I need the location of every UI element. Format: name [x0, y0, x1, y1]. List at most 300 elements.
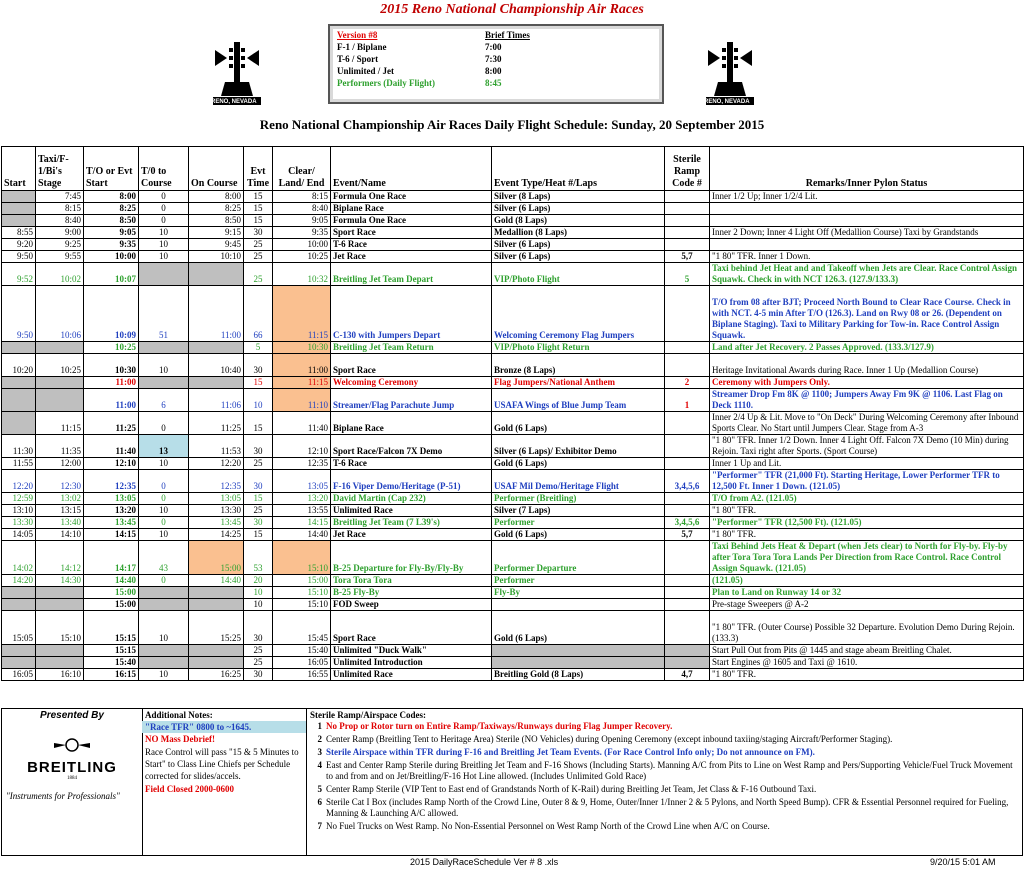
- brief-time: 8:00: [485, 66, 502, 76]
- cell-event-type: Performer Departure: [492, 541, 665, 575]
- cell-taxi: 8:40: [36, 215, 84, 227]
- cell-clear: 13:55: [273, 505, 331, 517]
- cell-to-course: 0: [139, 215, 189, 227]
- cell-clear: 15:45: [273, 611, 331, 645]
- cell-to-start: 10:09: [84, 286, 139, 342]
- cell-ramp-code: [665, 286, 710, 342]
- cell-taxi: 13:40: [36, 517, 84, 529]
- cell-evt-time: 30: [244, 669, 273, 681]
- cell-event-name: B-25 Fly-By: [331, 587, 492, 599]
- cell-taxi: 10:06: [36, 286, 84, 342]
- cell-to-start: 11:00: [84, 389, 139, 412]
- sterile-code-item: [307, 821, 1022, 832]
- cell-event-name: Unlimited Introduction: [331, 657, 492, 669]
- cell-ramp-code: [665, 191, 710, 203]
- cell-clear: 15:40: [273, 645, 331, 657]
- cell-clear: 15:00: [273, 575, 331, 587]
- cell-start: 15:05: [2, 611, 36, 645]
- breitling-wings-icon: [52, 737, 92, 759]
- table-header-row: [2, 147, 1024, 191]
- cell-evt-time: 66: [244, 286, 273, 342]
- cell-ramp-code: [665, 215, 710, 227]
- cell-on-course: 16:25: [189, 669, 244, 681]
- cell-on-course: 8:50: [189, 215, 244, 227]
- cell-to-course: [139, 599, 189, 611]
- cell-to-course: 10: [139, 354, 189, 377]
- cell-clear: 10:30: [273, 342, 331, 354]
- cell-to-course: [139, 263, 189, 286]
- sterile-code-text: Center Ramp (Breitling Tent to Heritage Area) Sterile (NO Vehicles) during Opening Ceremony (except inbound taxiing/staging Aircraft/Performer Staging).: [326, 734, 893, 744]
- cell-evt-time: 15: [244, 412, 273, 435]
- table-row: [2, 599, 1024, 611]
- flight-schedule-table: [1, 146, 1024, 681]
- cell-event-type: Silver (7 Laps): [492, 505, 665, 517]
- cell-taxi: 9:25: [36, 239, 84, 251]
- cell-to-start: 8:25: [84, 203, 139, 215]
- cell-event-name: F-16 Viper Demo/Heritage (P-51): [331, 470, 492, 493]
- cell-on-course: 14:40: [189, 575, 244, 587]
- cell-event-type: VIP/Photo Flight Return: [492, 342, 665, 354]
- cell-evt-time: 15: [244, 215, 273, 227]
- cell-ramp-code: [665, 657, 710, 669]
- table-row: [2, 611, 1024, 645]
- cell-taxi: [36, 599, 84, 611]
- reno-pylon-logo-left: [207, 38, 267, 108]
- cell-remarks: "1 80" TFR. Inner 1/2 Down. Inner 4 Light Off. Falcon 7X Demo (10 Min) during Rejoin. Taxi right after Sports. (Sport Course): [710, 435, 1024, 458]
- table-row: [2, 215, 1024, 227]
- schedule-subtitle: Reno National Championship Air Races Daily Flight Schedule: Sunday, 20 September 2015: [259, 117, 765, 132]
- cell-evt-time: 25: [244, 645, 273, 657]
- cell-on-course: 10:40: [189, 354, 244, 377]
- cell-start: 10:20: [2, 354, 36, 377]
- cell-evt-time: 25: [244, 239, 273, 251]
- table-row: [2, 239, 1024, 251]
- race-tfr-note: "Race TFR" 0800 to ~1645.: [142, 721, 306, 733]
- sterile-codes-title: Sterile Ramp/Airspace Codes:: [310, 710, 426, 720]
- cell-start: [2, 645, 36, 657]
- cell-taxi: 9:00: [36, 227, 84, 239]
- cell-ramp-code: [665, 493, 710, 505]
- cell-on-course: [189, 645, 244, 657]
- cell-event-type: Performer: [492, 575, 665, 587]
- cell-taxi: [36, 657, 84, 669]
- cell-event-name: Breitling Jet Team (7 L39's): [331, 517, 492, 529]
- cell-to-course: 0: [139, 575, 189, 587]
- table-row: [2, 645, 1024, 657]
- sterile-code-text: No Fuel Trucks on West Ramp. No Non-Essential Personnel on West Ramp North of the Crowd Line when A/C on Course.: [326, 821, 770, 831]
- brief-label: Unlimited / Jet: [337, 66, 394, 76]
- cell-start: 16:05: [2, 669, 36, 681]
- col-header-remarks: Remarks/Inner Pylon Status: [710, 147, 1024, 191]
- field-closed-note: Field Closed 2000-0600: [145, 784, 234, 794]
- col-header-on-course: On Course: [189, 147, 244, 191]
- cell-to-start: 11:25: [84, 412, 139, 435]
- table-row: [2, 517, 1024, 529]
- sterile-codes-section: [307, 709, 1022, 855]
- cell-ramp-code: [665, 458, 710, 470]
- cell-start: [2, 203, 36, 215]
- cell-clear: 8:40: [273, 203, 331, 215]
- cell-ramp-code: [665, 435, 710, 458]
- cell-to-start: 15:00: [84, 587, 139, 599]
- cell-remarks: T/O from 08 after BJT; Proceed North Bound to Clear Race Course. Check in with NCT. 4-5 min After T/O (126.3). Land on Rwy 08 or 26. (Dependent on Biplane Staging). Taxi to Military Parking for Tow-in. Race Control Assign Squawk.: [710, 286, 1024, 342]
- table-row: [2, 458, 1024, 470]
- cell-to-start: 14:40: [84, 575, 139, 587]
- cell-event-name: Formula One Race: [331, 215, 492, 227]
- cell-to-course: 0: [139, 517, 189, 529]
- cell-start: 13:10: [2, 505, 36, 517]
- cell-event-type: Gold (6 Laps): [492, 412, 665, 435]
- table-row: [2, 587, 1024, 599]
- cell-clear: 11:10: [273, 389, 331, 412]
- cell-evt-time: 15: [244, 493, 273, 505]
- cell-start: 9:20: [2, 239, 36, 251]
- cell-ramp-code: [665, 354, 710, 377]
- cell-to-start: 11:40: [84, 435, 139, 458]
- cell-to-course: [139, 587, 189, 599]
- cell-remarks: (121.05): [710, 575, 1024, 587]
- brief-label: Performers (Daily Flight): [337, 78, 435, 88]
- cell-evt-time: 30: [244, 611, 273, 645]
- table-row: [2, 251, 1024, 263]
- table-row: [2, 657, 1024, 669]
- cell-on-course: 9:45: [189, 239, 244, 251]
- cell-clear: 10:32: [273, 263, 331, 286]
- cell-clear: 8:15: [273, 191, 331, 203]
- cell-start: [2, 587, 36, 599]
- cell-ramp-code: [665, 611, 710, 645]
- cell-to-course: 10: [139, 227, 189, 239]
- cell-remarks: "Performer" TFR (12,500 Ft). (121.05): [710, 517, 1024, 529]
- cell-clear: 10:25: [273, 251, 331, 263]
- cell-clear: 14:15: [273, 517, 331, 529]
- cell-to-course: 10: [139, 458, 189, 470]
- cell-to-course: 0: [139, 191, 189, 203]
- cell-to-course: 0: [139, 493, 189, 505]
- cell-taxi: 14:12: [36, 541, 84, 575]
- cell-to-start: 13:05: [84, 493, 139, 505]
- cell-on-course: 8:25: [189, 203, 244, 215]
- cell-to-start: 10:07: [84, 263, 139, 286]
- cell-event-type: Silver (6 Laps)/ Exhibitor Demo: [492, 435, 665, 458]
- cell-evt-time: 15: [244, 203, 273, 215]
- table-row: [2, 354, 1024, 377]
- cell-evt-time: 30: [244, 227, 273, 239]
- cell-taxi: [36, 645, 84, 657]
- cell-evt-time: 25: [244, 251, 273, 263]
- cell-evt-time: 30: [244, 435, 273, 458]
- logo-caption-right: RENO, NEVADA: [704, 99, 750, 105]
- table-row: [2, 575, 1024, 587]
- cell-to-course: 10: [139, 505, 189, 517]
- no-debrief-note: NO Mass Debrief!: [145, 734, 215, 744]
- breitling-logo-text: BREITLING: [27, 759, 117, 776]
- cell-event-name: Unlimited Race: [331, 505, 492, 517]
- cell-event-type: Breitling Gold (8 Laps): [492, 669, 665, 681]
- cell-start: [2, 377, 36, 389]
- cell-start: 14:02: [2, 541, 36, 575]
- cell-to-start: 13:45: [84, 517, 139, 529]
- reno-pylon-logo-right: [700, 38, 760, 108]
- cell-event-name: Sport Race: [331, 611, 492, 645]
- cell-event-type: Welcoming Ceremony Flag Jumpers: [492, 286, 665, 342]
- table-row: [2, 669, 1024, 681]
- cell-evt-time: 25: [244, 657, 273, 669]
- cell-event-name: Breitling Jet Team Depart: [331, 263, 492, 286]
- cell-ramp-code: 3,4,5,6: [665, 470, 710, 493]
- col-header-evt-time: Evt Time: [244, 147, 273, 191]
- cell-on-course: 14:25: [189, 529, 244, 541]
- cell-event-name: Sport Race: [331, 354, 492, 377]
- cell-clear: 11:15: [273, 377, 331, 389]
- cell-event-name: Sport Race/Falcon 7X Demo: [331, 435, 492, 458]
- cell-to-start: 10:00: [84, 251, 139, 263]
- cell-start: 14:05: [2, 529, 36, 541]
- cell-start: 12:20: [2, 470, 36, 493]
- cell-event-name: Welcoming Ceremony: [331, 377, 492, 389]
- cell-to-start: 14:17: [84, 541, 139, 575]
- cell-remarks: Start Pull Out from Pits @ 1445 and stage abeam Breitling Chalet.: [710, 645, 1024, 657]
- cell-remarks: Streamer Drop Fm 8K @ 1100; Jumpers Away Fm 9K @ 1106. Last Flag on Deck 1110.: [710, 389, 1024, 412]
- sterile-code-item: [307, 784, 1022, 795]
- cell-event-type: Fly-By: [492, 587, 665, 599]
- cell-taxi: [36, 342, 84, 354]
- cell-to-start: 15:15: [84, 611, 139, 645]
- cell-to-course: 0: [139, 470, 189, 493]
- cell-on-course: [189, 377, 244, 389]
- cell-event-type: Performer (Breitling): [492, 493, 665, 505]
- table-row: [2, 227, 1024, 239]
- cell-on-course: 11:53: [189, 435, 244, 458]
- cell-to-course: 0: [139, 412, 189, 435]
- cell-start: [2, 412, 36, 435]
- cell-start: [2, 599, 36, 611]
- cell-remarks: Taxi Behind Jets Heat & Depart (when Jets clear) to North for Fly-by. Fly-by after Tora Tora Tora Lands Per Direction from Race Control. Race Control Assign Squawk. (121.05): [710, 541, 1024, 575]
- cell-taxi: 12:30: [36, 470, 84, 493]
- cell-to-course: 13: [139, 435, 189, 458]
- cell-on-course: 9:15: [189, 227, 244, 239]
- table-row: [2, 377, 1024, 389]
- cell-on-course: 15:25: [189, 611, 244, 645]
- cell-on-course: 15:00: [189, 541, 244, 575]
- cell-ramp-code: 1: [665, 389, 710, 412]
- cell-event-type: Silver (6 Laps): [492, 203, 665, 215]
- cell-start: [2, 215, 36, 227]
- cell-remarks: [710, 203, 1024, 215]
- cell-event-name: Tora Tora Tora: [331, 575, 492, 587]
- cell-to-start: 11:00: [84, 377, 139, 389]
- cell-start: 13:30: [2, 517, 36, 529]
- cell-event-type: Bronze (8 Laps): [492, 354, 665, 377]
- cell-to-start: 9:35: [84, 239, 139, 251]
- col-header-type: Event Type/Heat #/Laps: [492, 147, 665, 191]
- col-header-to-start: T/O or Evt Start: [84, 147, 139, 191]
- cell-ramp-code: 4,7: [665, 669, 710, 681]
- cell-ramp-code: 5,7: [665, 251, 710, 263]
- cell-start: 9:50: [2, 286, 36, 342]
- cell-start: 9:52: [2, 263, 36, 286]
- brief-times-box: [328, 24, 664, 104]
- cell-event-type: Silver (6 Laps): [492, 251, 665, 263]
- cell-to-course: [139, 377, 189, 389]
- cell-event-type: Silver (6 Laps): [492, 239, 665, 251]
- cell-on-course: 12:20: [189, 458, 244, 470]
- cell-event-type: Gold (6 Laps): [492, 611, 665, 645]
- cell-evt-time: 30: [244, 517, 273, 529]
- cell-remarks: Pre-stage Sweepers @ A-2: [710, 599, 1024, 611]
- cell-taxi: 14:10: [36, 529, 84, 541]
- cell-ramp-code: [665, 599, 710, 611]
- cell-taxi: [36, 377, 84, 389]
- cell-to-start: 12:35: [84, 470, 139, 493]
- cell-remarks: "1 80" TFR.: [710, 669, 1024, 681]
- col-header-clear: Clear/ Land/ End: [273, 147, 331, 191]
- sterile-code-item: [307, 797, 1022, 819]
- cell-event-type: Silver (8 Laps): [492, 191, 665, 203]
- cell-on-course: 12:35: [189, 470, 244, 493]
- cell-on-course: [189, 599, 244, 611]
- cell-on-course: 13:05: [189, 493, 244, 505]
- cell-clear: 9:35: [273, 227, 331, 239]
- breitling-year: 1884: [67, 776, 77, 781]
- document-title: 2015 Reno National Championship Air Races: [380, 2, 644, 17]
- presented-by-label: Presented By: [40, 710, 104, 721]
- sterile-code-number: 7: [317, 821, 322, 831]
- cell-remarks: Start Engines @ 1605 and Taxi @ 1610.: [710, 657, 1024, 669]
- cell-evt-time: 30: [244, 470, 273, 493]
- cell-ramp-code: 5: [665, 263, 710, 286]
- brief-label: F-1 / Biplane: [337, 42, 387, 52]
- col-header-ramp: Sterile Ramp Code #: [665, 147, 710, 191]
- cell-on-course: [189, 657, 244, 669]
- cell-event-name: Jet Race: [331, 251, 492, 263]
- cell-to-course: 6: [139, 389, 189, 412]
- sterile-code-item: [307, 747, 1022, 758]
- notes-panel: [1, 708, 1023, 856]
- sterile-code-number: 5: [317, 784, 322, 794]
- cell-clear: 13:05: [273, 470, 331, 493]
- cell-clear: 15:10: [273, 599, 331, 611]
- cell-taxi: 14:30: [36, 575, 84, 587]
- cell-event-type: Gold (8 Laps): [492, 215, 665, 227]
- cell-start: 9:50: [2, 251, 36, 263]
- tagline: "Instruments for Professionals": [6, 791, 120, 801]
- cell-event-name: FOD Sweep: [331, 599, 492, 611]
- cell-evt-time: 25: [244, 263, 273, 286]
- sterile-code-text: Sterile Airspace within TFR during F-16 and Breitling Jet Team Events. (For Race Control Info only; Do not announce on FM).: [326, 747, 815, 757]
- table-row: [2, 470, 1024, 493]
- cell-to-course: [139, 342, 189, 354]
- table-row: [2, 529, 1024, 541]
- cell-taxi: 12:00: [36, 458, 84, 470]
- cell-event-name: T-6 Race: [331, 239, 492, 251]
- additional-notes-section: [142, 709, 307, 855]
- cell-on-course: 13:45: [189, 517, 244, 529]
- cell-clear: 10:00: [273, 239, 331, 251]
- cell-to-course: 10: [139, 611, 189, 645]
- brief-time: 7:30: [485, 54, 502, 64]
- cell-ramp-code: 3,4,5,6: [665, 517, 710, 529]
- table-row: [2, 286, 1024, 342]
- cell-event-type: VIP/Photo Flight: [492, 263, 665, 286]
- cell-on-course: 11:06: [189, 389, 244, 412]
- col-header-taxi: Taxi/F-1/Bi's Stage: [36, 147, 84, 191]
- cell-clear: 13:20: [273, 493, 331, 505]
- cell-ramp-code: [665, 505, 710, 517]
- cell-remarks: [710, 239, 1024, 251]
- cell-remarks: "1 80" TFR.: [710, 529, 1024, 541]
- cell-clear: 12:35: [273, 458, 331, 470]
- cell-ramp-code: [665, 587, 710, 599]
- cell-taxi: [36, 587, 84, 599]
- cell-taxi: 8:15: [36, 203, 84, 215]
- sterile-code-text: Center Ramp Sterile (VIP Tent to East end of Grandstands North of K-Rail) during Breitling Jet Team, Jet Class & F-16 Outbound Taxi.: [326, 784, 817, 794]
- cell-ramp-code: 5,7: [665, 529, 710, 541]
- cell-clear: 12:10: [273, 435, 331, 458]
- brief-time: 8:45: [485, 78, 502, 88]
- logo-caption-left: RENO, NEVADA: [211, 99, 257, 105]
- cell-evt-time: 15: [244, 529, 273, 541]
- cell-event-name: Biplane Race: [331, 412, 492, 435]
- table-row: [2, 435, 1024, 458]
- table-row: [2, 541, 1024, 575]
- cell-on-course: [189, 342, 244, 354]
- sterile-code-number: 3: [317, 747, 322, 757]
- cell-evt-time: 10: [244, 389, 273, 412]
- cell-remarks: Taxi behind Jet Heat and and Takeoff when Jets are Clear. Race Control Assign Squawk. Check in with NCT 126.3. (127.9/133.3): [710, 263, 1024, 286]
- race-control-note: Race Control will pass "15 & 5 Minutes to Start" to Class Line Chiefs per Schedule corrected for slides/accels.: [145, 747, 299, 781]
- sterile-code-number: 2: [317, 734, 322, 744]
- cell-start: [2, 342, 36, 354]
- cell-to-start: 16:15: [84, 669, 139, 681]
- cell-on-course: 10:10: [189, 251, 244, 263]
- cell-taxi: 11:15: [36, 412, 84, 435]
- col-header-to-course: T/0 to Course: [139, 147, 189, 191]
- table-row: [2, 342, 1024, 354]
- cell-event-type: Medallion (8 Laps): [492, 227, 665, 239]
- cell-start: 14:20: [2, 575, 36, 587]
- cell-event-name: C-130 with Jumpers Depart: [331, 286, 492, 342]
- cell-clear: 11:40: [273, 412, 331, 435]
- cell-taxi: 15:10: [36, 611, 84, 645]
- cell-event-type: USAF Mil Demo/Heritage Flight: [492, 470, 665, 493]
- cell-to-course: 10: [139, 239, 189, 251]
- cell-taxi: [36, 389, 84, 412]
- additional-notes-title: Additional Notes:: [145, 710, 213, 720]
- cell-event-name: Biplane Race: [331, 203, 492, 215]
- cell-taxi: 11:35: [36, 435, 84, 458]
- cell-event-type: Performer: [492, 517, 665, 529]
- cell-remarks: "Performer" TFR (21,000 Ft). Starting Heritage, Lower Performer TFR to 12,500 Ft. Inner 1 Down. (121.05): [710, 470, 1024, 493]
- cell-to-course: 10: [139, 251, 189, 263]
- cell-to-start: 14:15: [84, 529, 139, 541]
- brief-label: T-6 / Sport: [337, 54, 379, 64]
- footer-datetime: 9/20/15 5:01 AM: [930, 857, 996, 867]
- cell-ramp-code: [665, 342, 710, 354]
- cell-evt-time: 10: [244, 587, 273, 599]
- cell-clear: 11:00: [273, 354, 331, 377]
- cell-start: 11:30: [2, 435, 36, 458]
- cell-to-start: 8:00: [84, 191, 139, 203]
- cell-start: 12:59: [2, 493, 36, 505]
- cell-to-course: 51: [139, 286, 189, 342]
- cell-event-name: Breitling Jet Team Return: [331, 342, 492, 354]
- cell-event-type: Gold (6 Laps): [492, 529, 665, 541]
- cell-remarks: Inner 2/4 Up & Lit. Move to "On Deck" During Welcoming Ceremony after Inbound Sports Clear. No Start until Jumpers Clear. Stage from A-3: [710, 412, 1024, 435]
- cell-to-course: 0: [139, 203, 189, 215]
- cell-start: [2, 657, 36, 669]
- cell-event-type: [492, 599, 665, 611]
